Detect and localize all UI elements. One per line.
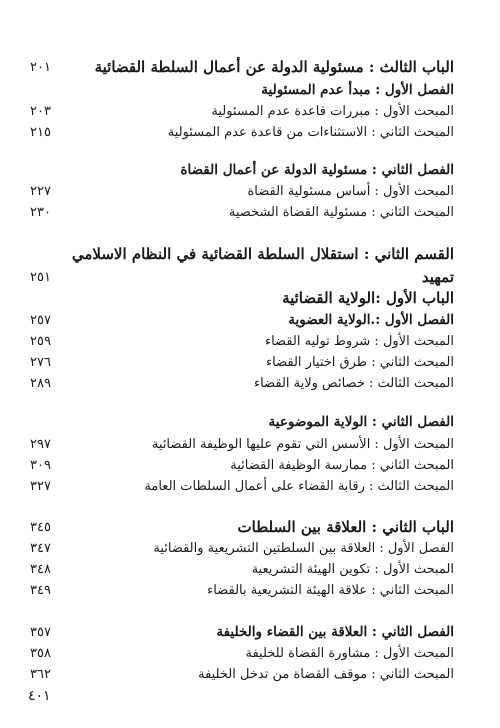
toc-title: الفصل الأول : العلاقة بين السلطتين التشريعية والقضائية xyxy=(153,540,454,556)
toc-title: المبحث الأول : الأسس التي تقوم عليها الوظيفة القضائية xyxy=(151,436,454,452)
toc-title: المبحث الأول : مبررات قاعدة عدم المسئولية xyxy=(211,103,454,119)
toc-title: المبحث الثاني : ممارسة الوظيفة القضائية xyxy=(230,457,454,473)
toc-entry xyxy=(30,288,454,308)
toc-page-number: ٢٥١ xyxy=(30,269,51,285)
toc-entry xyxy=(30,80,454,100)
toc-entry xyxy=(30,57,454,77)
toc-title: المبحث الأول : أساس مسئولية القضاة xyxy=(247,183,454,199)
toc-page-number: ٣٤٧ xyxy=(30,540,51,556)
toc-page-number: ٢٢٧ xyxy=(30,183,51,199)
toc-page-number: ٢٣٠ xyxy=(30,204,51,220)
toc-page-number: ٣٢٧ xyxy=(30,478,51,494)
toc-page-number: ٢٥٩ xyxy=(30,333,51,349)
toc-title: المبحث الثالث : خصائص ولاية القضاء xyxy=(254,375,454,391)
toc-title: الفصل الأول : مبدأ عدم المسئولية xyxy=(261,82,454,98)
toc-page-number: ٢٩٧ xyxy=(30,436,51,452)
toc-entry xyxy=(30,331,454,351)
toc-title: المبحث الثاني : مسئولية القضاة الشخصية xyxy=(228,204,454,220)
toc-page-number: ٢٥٧ xyxy=(30,312,51,328)
toc-entry xyxy=(30,122,454,142)
toc-entry xyxy=(30,412,454,432)
toc-title: المبحث الأول : تكوين الهيئة التشريعية xyxy=(251,561,454,577)
toc-page-number: ٢١٥ xyxy=(30,124,51,140)
toc-page-number: ٢٧٦ xyxy=(30,354,51,370)
toc-entry xyxy=(30,476,454,496)
toc-entry xyxy=(30,160,454,180)
toc-entry xyxy=(30,101,454,121)
toc-entry xyxy=(30,643,454,663)
toc-entry xyxy=(30,434,454,454)
toc-title: الباب الأول :الولاية القضائية xyxy=(282,289,454,307)
toc-entry xyxy=(30,181,454,201)
toc-entry xyxy=(30,267,454,287)
toc-title: المبحث الأول : مشاورة القضاة للخليفة xyxy=(245,645,454,661)
toc-title: الفصل الأول :.الولاية العضوية xyxy=(288,312,454,328)
toc-title: المبحث الثاني : علاقة الهيئة التشريعية بالقضاء xyxy=(207,582,454,598)
toc-page-number: ٣٥٧ xyxy=(30,624,51,640)
toc-title: المبحث الثالث : رقابة القضاء على أعمال السلطات العامة xyxy=(144,478,454,494)
page-number-footer: ٤٠١ xyxy=(28,688,51,704)
toc-title: الفصل الثاني : العلاقة بين القضاء والخليفة xyxy=(216,624,454,640)
toc-page-number: ٣٠٩ xyxy=(30,457,51,473)
toc-page-number: ٣٤٥ xyxy=(30,519,51,535)
toc-page-number: ٣٦٢ xyxy=(30,666,51,682)
toc-title: الفصل الثاني : مسئولية الدولة عن أعمال القضاة xyxy=(180,162,454,178)
toc-entry xyxy=(30,455,454,475)
toc-page-number: ٣٤٩ xyxy=(30,582,51,598)
toc-title: الفصل الثاني : الولاية الموضوعية xyxy=(268,414,454,430)
toc-entry xyxy=(30,202,454,222)
toc-title: المبحث الثاني : الاستثناءات من قاعدة عدم المسئولية xyxy=(167,124,454,140)
toc-entry xyxy=(30,559,454,579)
toc-title: تمهيد xyxy=(421,268,454,286)
toc-title: الباب الثاني : العلاقة بين السلطات xyxy=(237,518,454,536)
toc-title: المبحث الثاني : طرق اختيار القضاء xyxy=(266,354,454,370)
toc-page-number: ٣٥٨ xyxy=(30,645,51,661)
toc-entry xyxy=(30,580,454,600)
toc-page-number: ٣٤٨ xyxy=(30,561,51,577)
toc-title: المبحث الثاني : موقف القضاة من تدخل الخليفة xyxy=(198,666,454,682)
toc-entry xyxy=(30,310,454,330)
toc-entry xyxy=(30,373,454,393)
toc-entry xyxy=(30,244,454,264)
toc-entry xyxy=(30,352,454,372)
toc-entry xyxy=(30,622,454,642)
toc-entry xyxy=(30,517,454,537)
toc-title: الباب الثالث : مسئولية الدولة عن أعمال السلطة القضائية xyxy=(94,58,454,76)
toc-entry xyxy=(30,538,454,558)
toc-title: القسم الثاني : استقلال السلطة القضائية في النظام الاسلامي xyxy=(71,245,454,263)
toc-entry xyxy=(30,664,454,684)
toc-title: المبحث الأول : شروط توليه القضاء xyxy=(264,333,454,349)
toc-page-number: ٢٠١ xyxy=(30,59,51,75)
toc-page-number: ٢٨٩ xyxy=(30,375,51,391)
toc-page-number: ٢٠٣ xyxy=(30,103,51,119)
